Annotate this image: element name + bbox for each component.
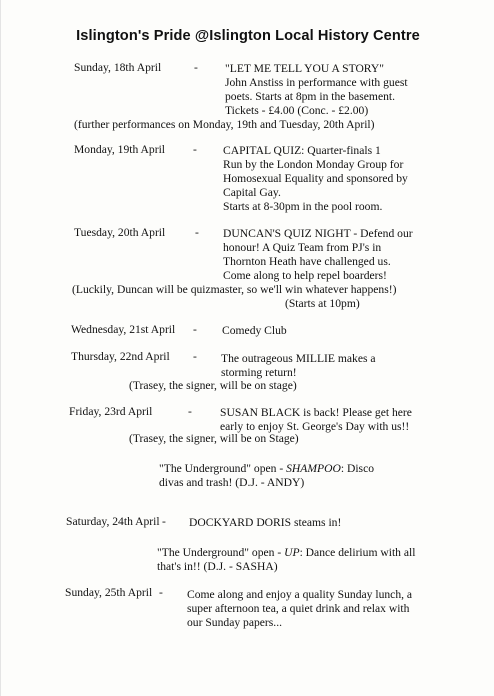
event-dash: -	[193, 350, 197, 363]
event-dash: -	[193, 323, 197, 336]
event-dash: -	[159, 586, 163, 599]
event-dash: -	[195, 226, 199, 239]
event-date: Monday, 19th April	[74, 143, 166, 156]
event-date: Tuesday, 20th April	[74, 226, 166, 239]
event-dash: -	[162, 515, 166, 528]
event-line: Run by the London Monday Group for	[223, 158, 404, 171]
event-line: John Anstiss in performance with guest	[225, 76, 408, 89]
event-date: Sunday, 25th April	[65, 586, 153, 599]
event-date: Saturday, 24th April	[66, 515, 160, 528]
event-line: honour! A Quiz Team from PJ's in	[223, 241, 382, 254]
event-note: (Starts at 10pm)	[285, 297, 360, 310]
event-dash: -	[193, 143, 197, 156]
event-date: Friday, 23rd April	[69, 405, 153, 418]
event-date: Thursday, 22nd April	[71, 350, 170, 363]
event-line: storming return!	[221, 366, 297, 379]
event-line: poets. Starts at 8pm in the basement.	[225, 90, 396, 103]
event-line: Capital Gay.	[223, 186, 281, 199]
event-line: Come along to help repel boarders!	[223, 269, 387, 282]
underground-night-name: UP	[284, 546, 300, 559]
underground-rest: : Disco	[340, 462, 375, 475]
event-line: Tickets - £4.00 (Conc. - £2.00)	[225, 104, 369, 117]
event-line: SUSAN BLACK is back! Please get here	[220, 406, 412, 419]
underground-line: that's in!! (D.J. - SASHA)	[157, 560, 278, 573]
event-dash: -	[194, 61, 198, 74]
event-note: (Trasey, the signer, will be on Stage)	[129, 432, 299, 445]
event-line: Come along and enjoy a quality Sunday lunch, a	[187, 588, 413, 601]
event-line: Comedy Club	[222, 324, 287, 337]
event-date: Wednesday, 21st April	[71, 323, 176, 336]
event-line: "LET ME TELL YOU A STORY"	[225, 62, 385, 75]
underground-line	[157, 546, 415, 560]
event-note: (Trasey, the signer, will be on stage)	[129, 379, 297, 392]
page-title: Islington's Pride @Islington Local History Centre	[76, 28, 420, 44]
event-line: The outrageous MILLIE makes a	[221, 352, 376, 365]
event-line: our Sunday papers...	[187, 616, 282, 629]
event-note: (Luckily, Duncan will be quizmaster, so we'll win whatever happens!)	[72, 283, 397, 296]
event-line: Homosexual Equality and sponsored by	[223, 172, 408, 185]
event-line: CAPITAL QUIZ: Quarter-finals 1	[223, 144, 381, 157]
underground-prefix: "The Underground" open -	[159, 462, 287, 475]
event-line: Thornton Heath have challenged us.	[223, 255, 391, 268]
event-line: early to enjoy St. George's Day with us!!	[220, 420, 410, 433]
event-line: DOCKYARD DORIS steams in!	[189, 516, 342, 529]
event-line: DUNCAN'S QUIZ NIGHT - Defend our	[223, 227, 413, 240]
underground-rest: : Dance delirium with all	[299, 546, 416, 559]
underground-line	[159, 462, 374, 476]
underground-night-name: SHAMPOO	[286, 462, 341, 475]
event-date: Sunday, 18th April	[74, 61, 162, 74]
underground-line: divas and trash! (D.J. - ANDY)	[159, 476, 305, 489]
event-note: (further performances on Monday, 19th and Tuesday, 20th April)	[74, 118, 375, 131]
event-line: super afternoon tea, a quiet drink and relax with	[187, 602, 410, 615]
underground-prefix: "The Underground" open -	[157, 546, 285, 559]
event-dash: -	[188, 405, 192, 418]
event-line: Starts at 8-30pm in the pool room.	[223, 200, 383, 213]
